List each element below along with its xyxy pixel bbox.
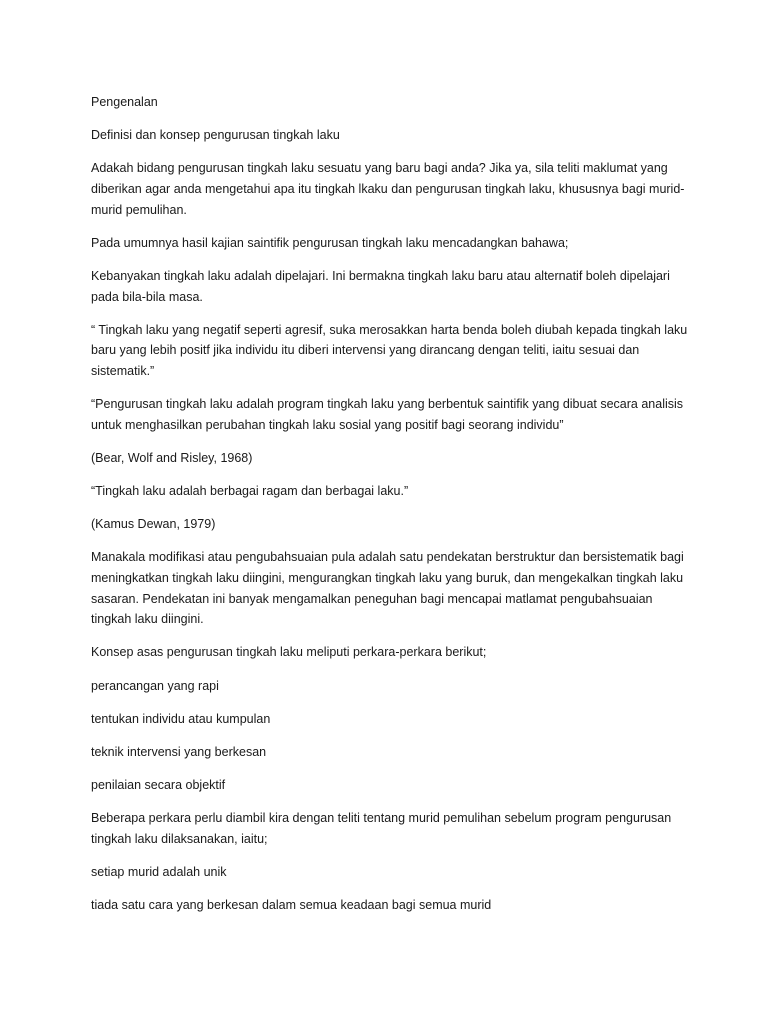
list-item-murid-unik: setiap murid adalah unik	[91, 865, 227, 880]
paragraph-konsep-asas: Konsep asas pengurusan tingkah laku meliputi perkara-perkara berikut;	[91, 645, 487, 660]
subheading-definisi: Definisi dan konsep pengurusan tingkah laku	[91, 128, 340, 143]
document-body	[91, 92, 691, 929]
quote-pengurusan-definition: “Pengurusan tingkah laku adalah program tingkah laku yang berbentuk saintifik yang dibuat secara analisis untuk menghasilkan perubahan tingkah laku sosial yang positif bagi seorang individu”	[91, 397, 684, 432]
list-item-penilaian: penilaian secara objektif	[91, 778, 226, 793]
list-item-teknik-intervensi: teknik intervensi yang berkesan	[91, 744, 267, 759]
paragraph-intro: Adakah bidang pengurusan tingkah laku sesuatu yang baru bagi anda? Jika ya, sila teliti maklumat yang diberikan agar anda mengetahui apa itu tingkah lkaku dan pengurusan tingkah laku, khususnya bagi murid-murid pemulihan.	[91, 161, 685, 217]
list-item-tiada-satu-cara: tiada satu cara yang berkesan dalam semua keadaan bagi semua murid	[91, 898, 492, 913]
list-item-tentukan-individu: tentukan individu atau kumpulan	[91, 711, 271, 726]
paragraph-beberapa-perkara: Beberapa perkara perlu diambil kira dengan teliti tentang murid pemulihan sebelum program pengurusan tingkah laku dilaksanakan, iaitu;	[91, 811, 672, 846]
paragraph-modifikasi: Manakala modifikasi atau pengubahsuaian pula adalah satu pendekatan berstruktur dan bersistematik bagi meningkatkan tingkah laku diingini, mengurangkan tingkah laku yang buruk, dan mengekalkan tingkah laku sasaran. Pendekatan ini banyak mengamalkan peneguhan bagi mencapai matlamat pengubahsuaian tingkah laku diingini.	[91, 550, 684, 627]
citation-kamus-dewan: (Kamus Dewan, 1979)	[91, 517, 216, 532]
quote-tingkah-laku-negatif: “ Tingkah laku yang negatif seperti agresif, suka merosakkan harta benda boleh diubah kepada tingkah laku baru yang lebih positf jika individu itu diberi intervensi yang dirancang dengan teliti, iaitu sesuai dan sistematik.”	[91, 322, 688, 378]
heading-pengenalan: Pengenalan	[91, 95, 158, 109]
paragraph-dipelajari: Kebanyakan tingkah laku adalah dipelajari. Ini bermakna tingkah laku baru atau alternatif boleh dipelajari pada bila-bila masa.	[91, 268, 670, 304]
list-item-perancangan: perancangan yang rapi	[91, 678, 219, 693]
quote-kamus-definition: “Tingkah laku adalah berbagai ragam dan berbagai laku.”	[91, 484, 409, 499]
paragraph-kajian: Pada umumnya hasil kajian saintifik pengurusan tingkah laku mencadangkan bahawa;	[91, 235, 569, 250]
citation-bear-wolf-risley: (Bear, Wolf and Risley, 1968)	[91, 450, 253, 465]
